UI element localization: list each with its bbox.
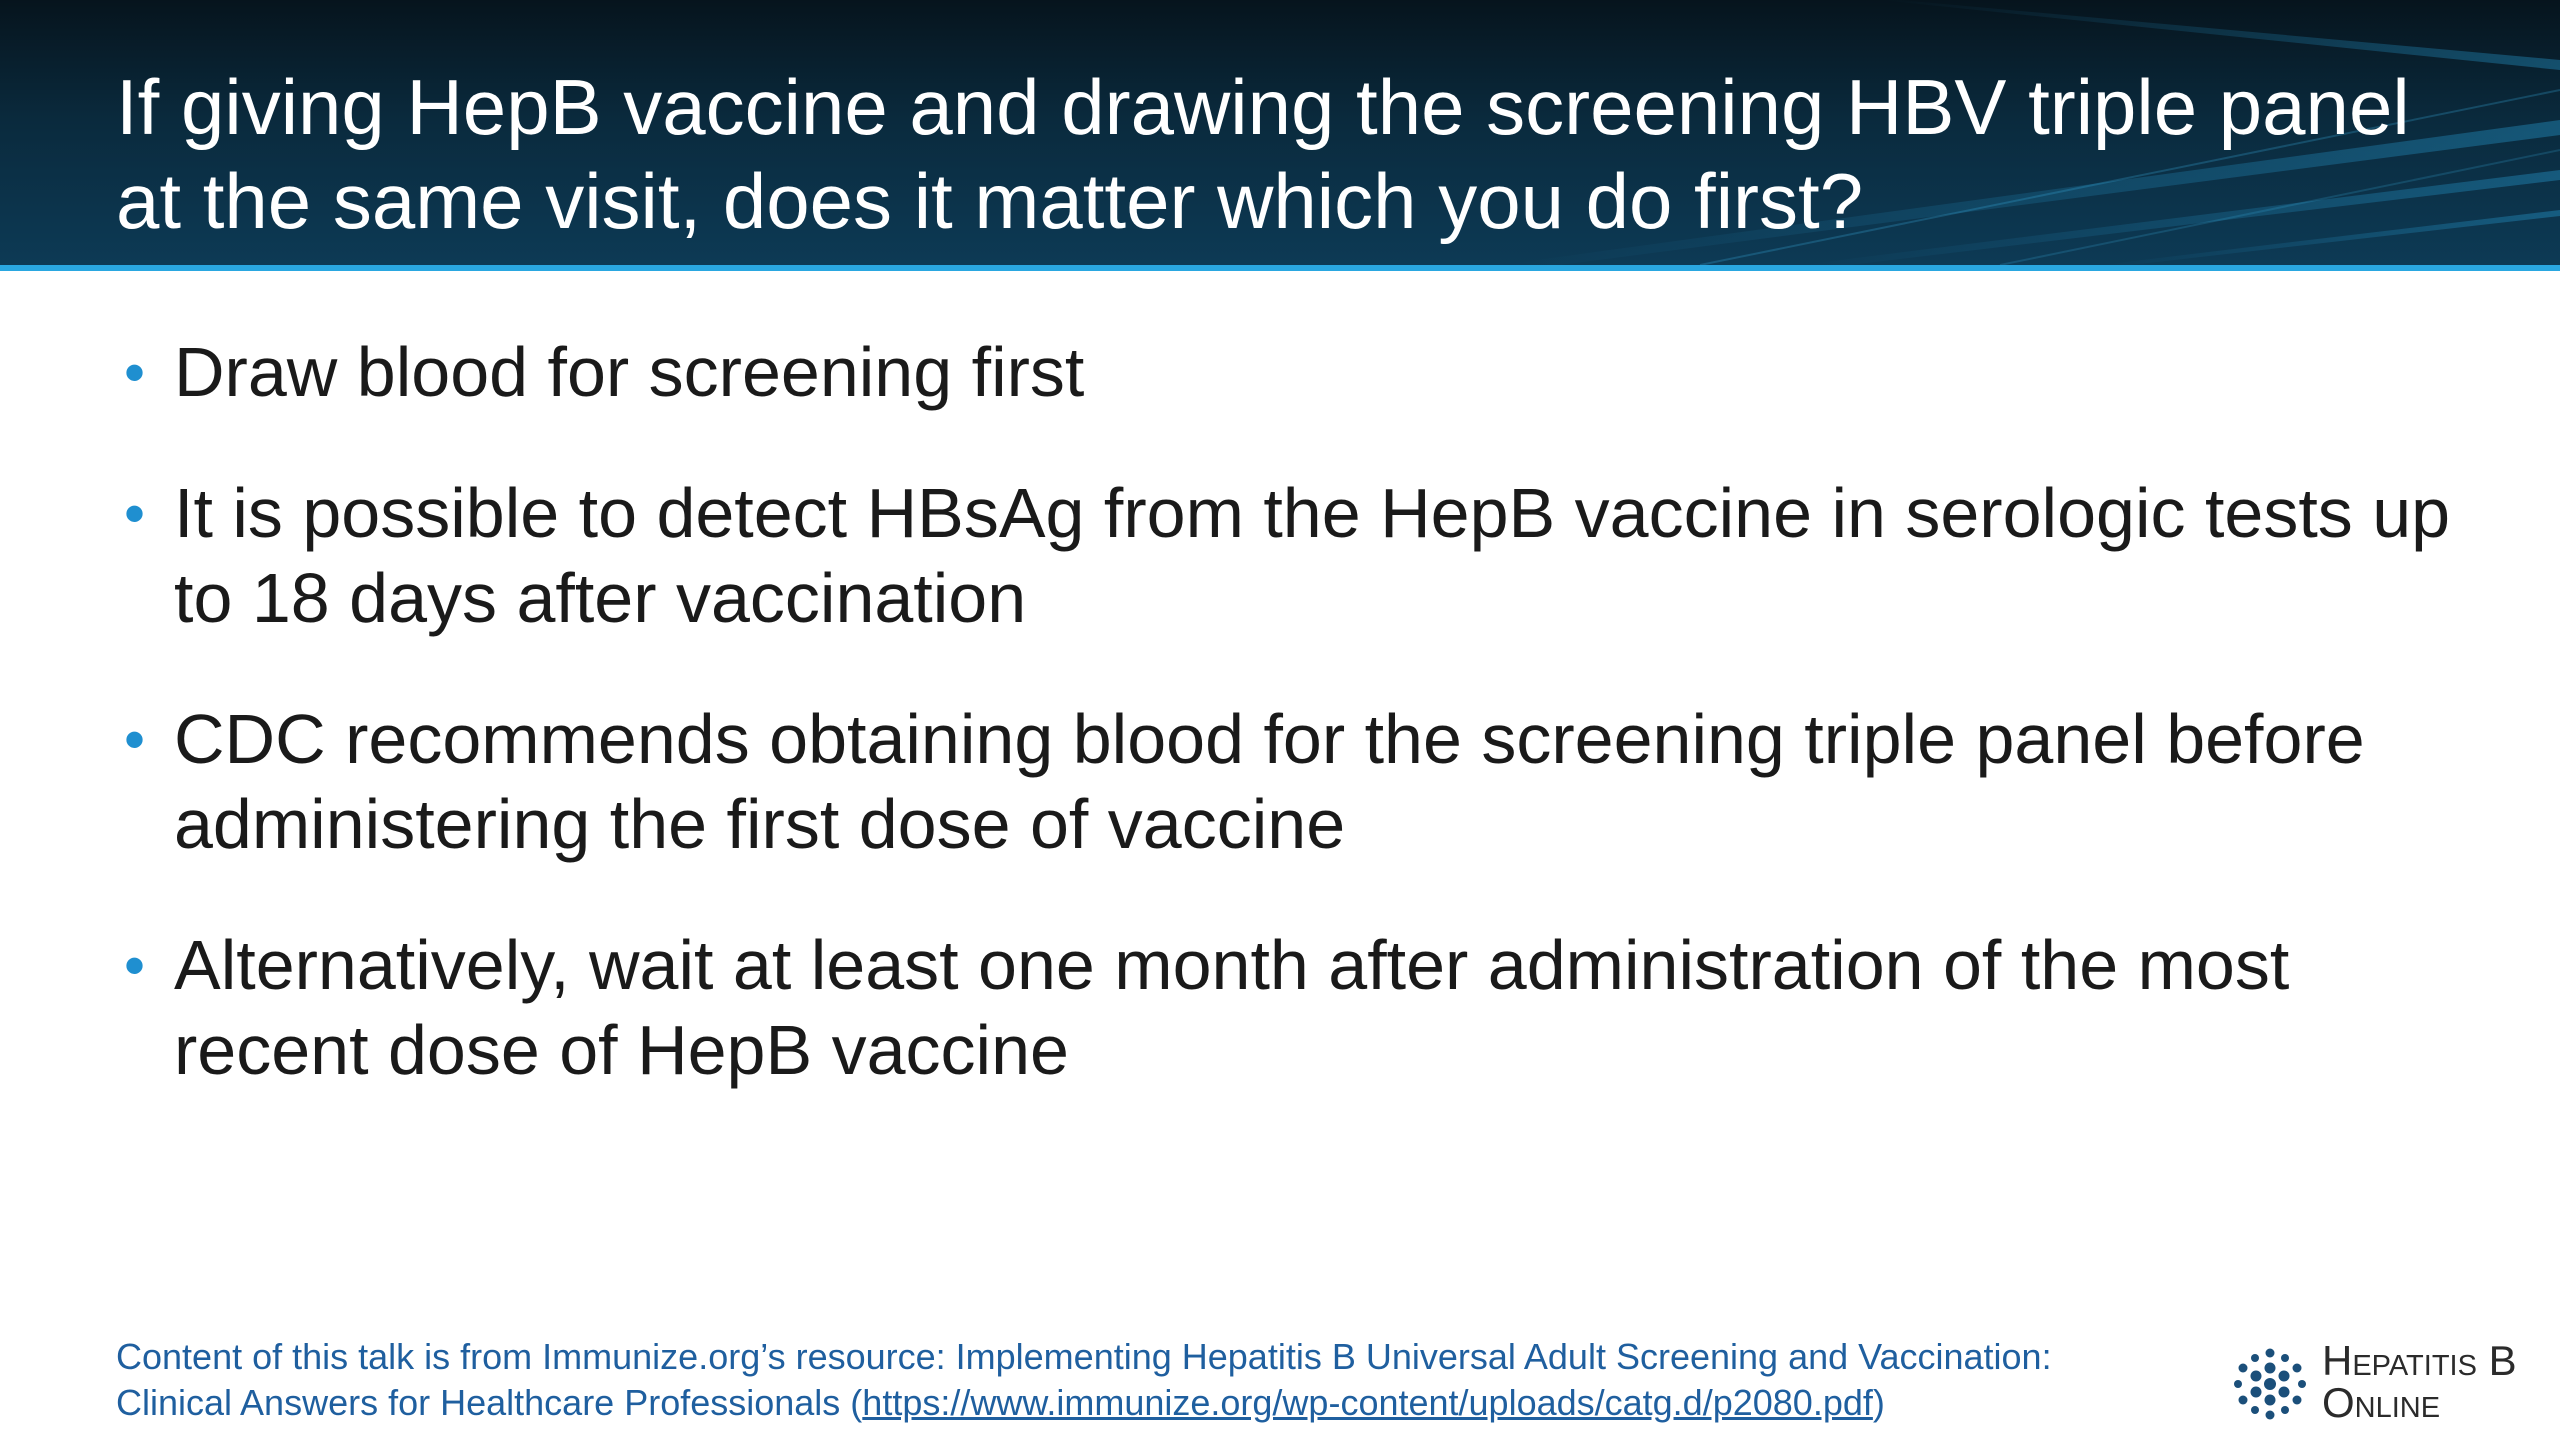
slide-title: If giving HepB vaccine and drawing the screening HBV triple panel at the same visit, does it matter which you do first? [116,63,2410,245]
source-link[interactable]: https://www.immunize.org/wp-content/uploads/catg.d/p2080.pdf [862,1382,1873,1423]
hepatitis-b-online-logo [2230,1337,2550,1430]
bullet-text: Alternatively, wait at least one month after administration of the most recent dose of HepB vaccine [174,926,2290,1089]
bullet-item [116,697,2456,867]
bullet-text: CDC recommends obtaining blood for the screening triple panel before administering the first dose of vaccine [174,700,2365,863]
bullet-list [116,330,2456,1149]
bullet-item [116,923,2456,1093]
bullet-marker: • [124,932,146,999]
logo-line-1: Hepatitis B [2322,1337,2517,1384]
citation-line-1: Content of this talk is from Immunize.org’s resource: Implementing Hepatitis B Universal Adult Screening and Vaccination: [116,1336,2052,1377]
title-banner [0,0,2560,265]
bullet-item [116,471,2456,641]
citation-line-2-prefix: Clinical Answers for Healthcare Professionals ( [116,1382,863,1423]
bullet-marker: • [124,706,146,773]
bullet-text: Draw blood for screening first [174,333,1085,411]
source-citation [116,1334,2166,1426]
logo-line-2: Online [2322,1379,2441,1426]
bullet-marker: • [124,339,146,406]
bullet-marker: • [124,480,146,547]
citation-line-2-suffix: ) [1872,1382,1885,1423]
hepatitis-b-virus-icon [2230,1344,2310,1424]
bullet-item [116,330,2456,415]
logo-wordmark [2322,1337,2517,1426]
banner-accent-line [0,265,2560,271]
bullet-text: It is possible to detect HBsAg from the HepB vaccine in serologic tests up to 18 days after vaccination [174,474,2451,637]
